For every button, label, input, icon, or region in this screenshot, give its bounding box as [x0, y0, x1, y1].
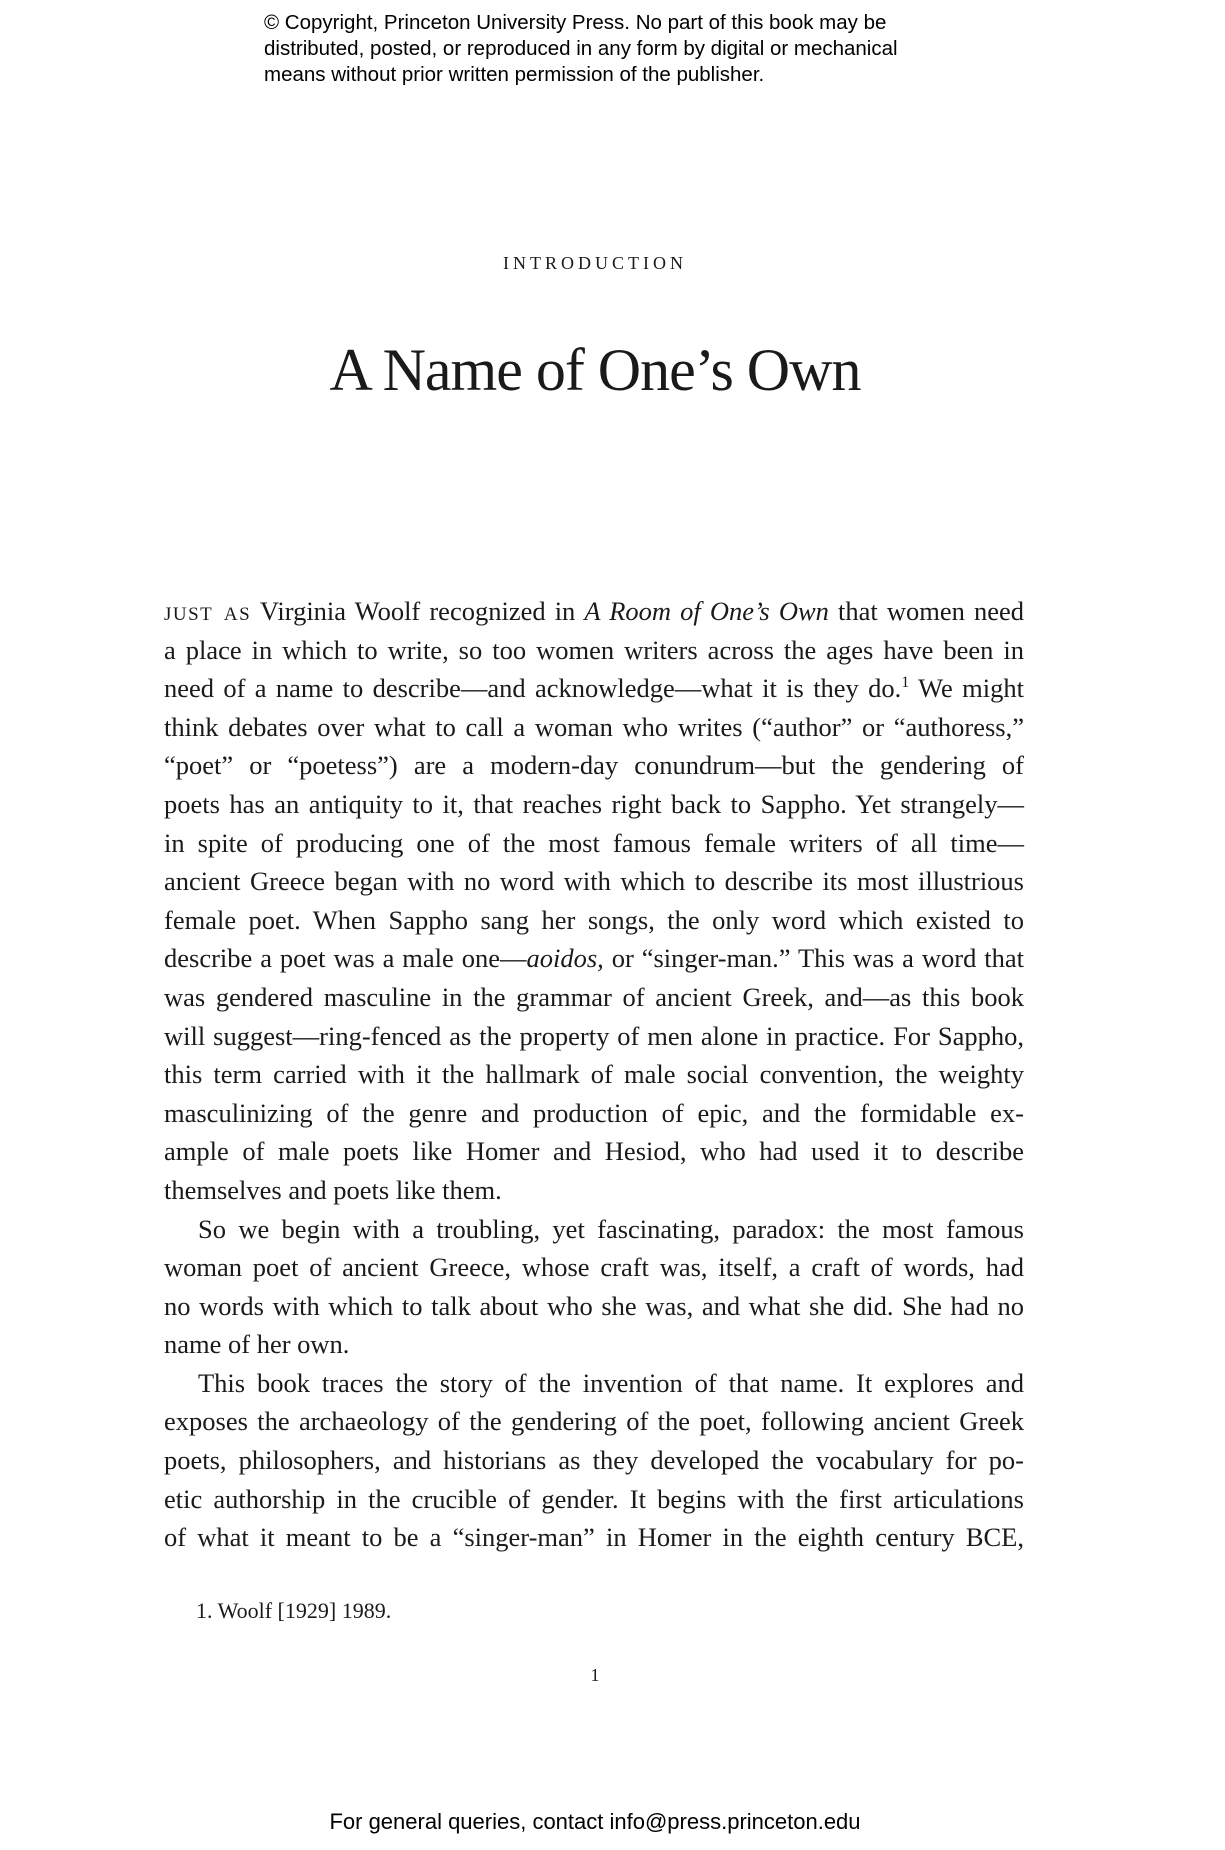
page-number: 1 [590, 1665, 600, 1685]
text-line: themselves and poets like them. [164, 1174, 502, 1205]
text-line: ample of male poets like Homer and Hesiod, who had used it to describe [164, 1136, 1024, 1167]
text-line: masculinizing of the genre and production of epic, and the formidable ex- [164, 1097, 1024, 1128]
text-line: poets, philosophers, and historians as they developed the vocabulary for po- [164, 1445, 1024, 1476]
text-line: a place in which to write, so too women writers across the ages have been in [164, 634, 1024, 665]
copyright-line: means without prior written permission of the publisher. [264, 63, 765, 86]
text-line: will suggest—ring-fenced as the property of men alone in practice. For Sappho, [164, 1020, 1024, 1051]
text-span: describe a poet was a male one— [164, 943, 527, 974]
text-line: “poet” or “poetess”) are a modern-day conundrum—but the gendering of [164, 750, 1024, 781]
text-span: that women need [838, 596, 1025, 626]
text-line: So we begin with a troubling, yet fascinating, paradox: the most famous [198, 1213, 1024, 1244]
text-line: this term carried with it the hallmark of male social convention, the weighty [164, 1059, 1024, 1090]
text-span: Virginia Woolf recognized in [259, 596, 576, 626]
contact-footer: For general queries, contact info@press.princeton.edu [329, 1809, 861, 1834]
footnote-reference[interactable]: 1 [901, 674, 910, 692]
text-line: etic authorship in the crucible of gender. It begins with the first articulations [164, 1483, 1024, 1514]
text-line: think debates over what to call a woman who writes (“author” or “authoress,” [164, 711, 1024, 742]
body-text [164, 592, 1024, 1557]
text-line: no words with which to talk about who she was, and what she did. She had no [164, 1290, 1024, 1321]
chapter-label: introduction [503, 248, 687, 275]
text-line: female poet. When Sappho sang her songs, the only word which existed to [164, 904, 1024, 935]
copyright-line: © Copyright, Princeton University Press. No part of this book may be [264, 11, 887, 34]
text-line [164, 939, 1024, 978]
text-span: or “singer-man.” This was a word that [611, 943, 1024, 974]
text-line: poets has an antiquity to it, that reaches right back to Sappho. Yet strangely— [164, 788, 1024, 819]
text-span: We might [918, 673, 1024, 704]
text-line: This book traces the story of the invention of that name. It explores and [198, 1367, 1024, 1398]
text-line: ancient Greece began with no word with which to describe its most illustrious [164, 866, 1024, 897]
text-line: of what it meant to be a “singer-man” in Homer in the eighth century BCE, [164, 1522, 1024, 1553]
text-line [164, 669, 1024, 708]
text-line: was gendered masculine in the grammar of ancient Greek, and—as this book [164, 981, 1024, 1012]
lead-in-small-caps: just as [164, 596, 252, 626]
text-span: need of a name to describe—and acknowledge—what it is they do. [164, 673, 902, 704]
text-line: name of her own. [164, 1329, 350, 1360]
text-line: exposes the archaeology of the gendering of the poet, following ancient Greek [164, 1406, 1024, 1437]
text-line: in spite of producing one of the most famous female writers of all time— [164, 827, 1024, 858]
chapter-title: A Name of One’s Own [329, 337, 861, 403]
book-title: A Room of One’s Own [584, 596, 829, 626]
copyright-notice [264, 10, 1024, 88]
greek-term: aoidos, [526, 943, 604, 974]
text-line: woman poet of ancient Greece, whose craft was, itself, a craft of words, had [164, 1252, 1024, 1283]
copyright-line: distributed, posted, or reproduced in any form by digital or mechanical [264, 37, 898, 60]
text-line [164, 592, 1024, 631]
footnote: 1. Woolf [1929] 1989. [196, 1598, 392, 1623]
